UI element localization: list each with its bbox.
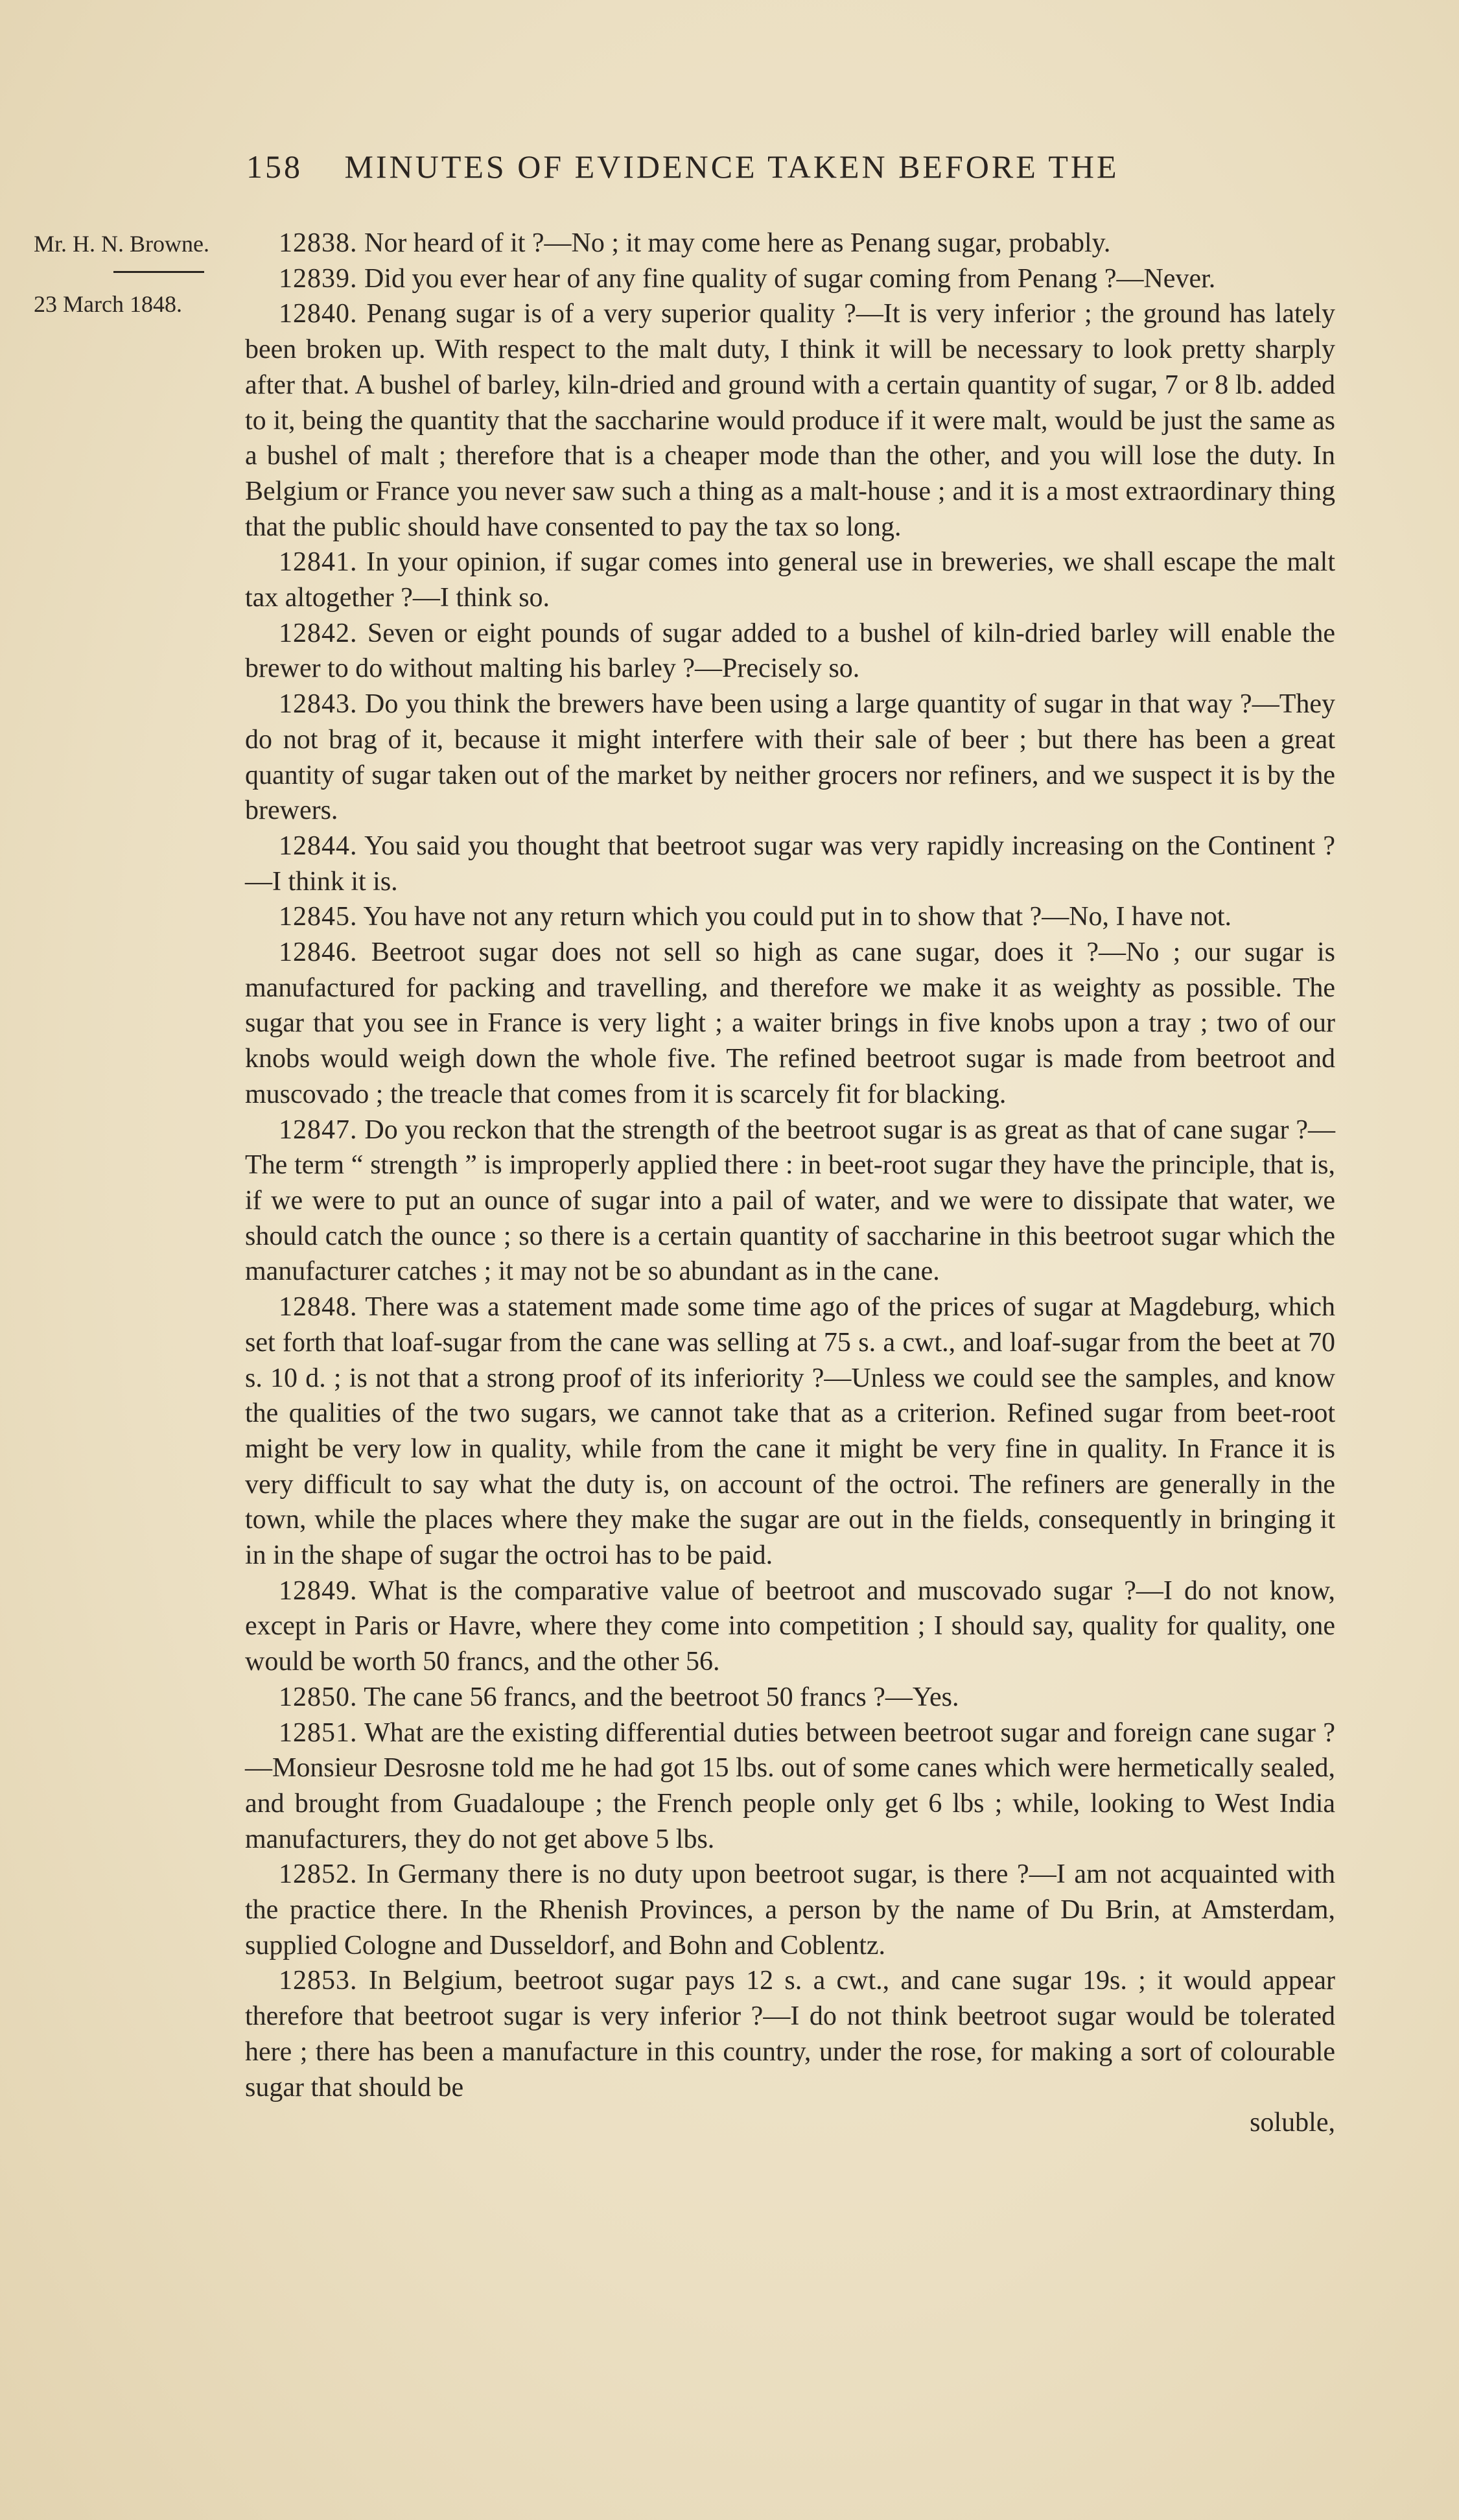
question-number: 12845. <box>279 902 358 932</box>
question-number: 12844. <box>279 830 358 861</box>
paragraph-text: Beetroot sugar does not sell so high as cane sugar, does it ?—No ; our sugar is manufactured for packing and travelling, and therefore we make it as weighty as possible. The sugar that you see in France is very light ; a waiter brings in five knobs upon a tray ; two of our knobs would weigh down the whole five. The refined beetroot sugar is made from beetroot and muscovado ; the treacle that comes from it is scarcely fit for blacking. <box>245 937 1336 1109</box>
question-number: 12841. <box>279 547 358 578</box>
paragraph-text: Nor heard of it ?—No ; it may come here as Penang sugar, probably. <box>364 228 1111 258</box>
question-number: 12843. <box>279 689 358 720</box>
question-number: 12849. <box>279 1575 358 1606</box>
margin-date: 23 March 1848. <box>34 291 182 317</box>
question-number: 12846. <box>279 937 358 968</box>
paragraph-text: You have not any return which you could put in to show that ?—No, I have not. <box>363 902 1231 932</box>
catchword: soluble, <box>1250 2108 1335 2138</box>
evidence-paragraph <box>245 899 1335 935</box>
evidence-paragraph <box>245 935 1335 1113</box>
evidence-paragraph <box>245 1857 1335 1963</box>
question-number: 12852. <box>279 1859 358 1890</box>
paragraph-text: What are the existing differential duties between beetroot sugar and foreign cane sugar ?—Monsieur Desrosne told me he had got 15 lbs. out of some canes which were hermetically sealed, and brought from Guadaloupe ; the French people only get 6 lbs ; while, looking to West India manufacturers, they do not get above 5 lbs. <box>245 1717 1335 1854</box>
question-number: 12842. <box>279 618 358 648</box>
evidence-paragraph <box>245 1289 1335 1573</box>
page-number: 158 <box>246 148 303 185</box>
paragraph-text: In Belgium, beetroot sugar pays 12 s. a cwt., and cane sugar 19s. ; it would appear therefore that beetroot sugar is very inferior ?—I do not think beetroot sugar would be tolerated here ; there has been a manufacture in this country, under the rose, for making a sort of colourable sugar that should be <box>245 1966 1336 2102</box>
question-number: 12839. <box>279 263 358 294</box>
running-title: MINUTES OF EVIDENCE TAKEN BEFORE THE <box>344 148 1119 185</box>
evidence-paragraph <box>245 1113 1335 1290</box>
question-number: 12840. <box>279 299 358 329</box>
evidence-paragraph <box>245 829 1335 899</box>
question-number: 12848. <box>279 1292 358 1323</box>
evidence-paragraph <box>245 1573 1335 1680</box>
question-number: 12851. <box>279 1717 358 1748</box>
evidence-paragraph <box>245 261 1335 297</box>
paragraph-text: Seven or eight pounds of sugar added to a bushel of kiln-dried barley will enable the brewer to do without malting his barley ?—Precisely so. <box>245 618 1336 684</box>
paragraph-text: Do you think the brewers have been using a large quantity of sugar in that way ?—They do not brag of it, because it might interfere with their sale of beer ; but there has been a great quantity of sugar taken out of the market by neither grocers nor refiners, and we suspect it is by the brewers. <box>245 689 1335 826</box>
paragraph-text: Did you ever hear of any fine quality of sugar coming from Penang ?—Never. <box>364 263 1216 294</box>
paragraph-text: Penang sugar is of a very superior quality ?—It is very inferior ; the ground has lately been broken up. With respect to the malt duty, I think it will be necessary to look pretty sharply after that. A bushel of barley, kiln-dried and ground with a certain quantity of sugar, 7 or 8 lb. added to it, being the quantity that the saccharine would produce if it were malt, would be just the same as a bushel of malt ; therefore that is a cheaper mode than the other, and you will lose the duty. In Belgium or France you never saw such a thing as a malt-house ; and it is a most extraordinary thing that the public should have consented to pay the tax so long. <box>245 299 1336 542</box>
paragraph-text: In Germany there is no duty upon beetroot sugar, is there ?—I am not acquainted with the practice there. In the Rhenish Provinces, a person by the name of Du Brin, at Amsterdam, supplied Cologne and Dusseldorf, and Bohn and Coblentz. <box>245 1859 1335 1961</box>
evidence-text <box>245 226 1335 2141</box>
margin-witness-name: Mr. H. N. Browne. <box>34 231 209 257</box>
evidence-paragraph <box>245 1715 1335 1857</box>
evidence-paragraph <box>245 226 1335 261</box>
evidence-paragraph <box>245 1680 1335 1715</box>
margin-divider <box>113 271 204 273</box>
paragraph-text: There was a statement made some time ago of the prices of sugar at Magdeburg, which set forth that loaf-sugar from the cane was selling at 75 s. a cwt., and loaf-sugar from the beet at 70 s. 10 d. ; is not that a strong proof of its inferiority ?—Unless we could see the samples, and know the qualities of the two sugars, we cannot take that as a criterion. Refined sugar from beet-root might be very low in quality, while from the cane it might be very fine in quality. In France it is very difficult to say what the duty is, on account of the octroi. The refiners are generally in the town, while the places where they make the sugar are out in the fields, consequently in bringing it in in the shape of sugar the octroi has to be paid. <box>245 1292 1335 1571</box>
page-header <box>246 148 1348 185</box>
evidence-paragraph <box>245 687 1335 829</box>
question-number: 12847. <box>279 1114 358 1145</box>
paragraph-text: You said you thought that beetroot sugar was very rapidly increasing on the Continent ?—I think it is. <box>245 830 1335 897</box>
paragraph-text: In your opinion, if sugar comes into general use in breweries, we shall escape the malt tax altogether ?—I think so. <box>245 547 1336 613</box>
evidence-paragraph <box>245 296 1335 545</box>
paragraph-text: The cane 56 francs, and the beetroot 50 francs ?—Yes. <box>364 1682 959 1712</box>
evidence-paragraph <box>245 545 1335 615</box>
evidence-paragraph <box>245 616 1335 687</box>
question-number: 12838. <box>279 228 358 258</box>
question-number: 12850. <box>279 1682 358 1712</box>
paragraph-text: What is the comparative value of beetroot and muscovado sugar ?—I do not know, except in Paris or Havre, where they come into competition ; I should say, quality for quality, one would be worth 50 francs, and the other 56. <box>245 1575 1335 1677</box>
paragraph-text: Do you reckon that the strength of the beetroot sugar is as great as that of cane sugar ?—The term “ strength ” is improperly applied there : in beet-root sugar they have the principle, that is, if we were to put an ounce of sugar into a pail of water, and we were to dissipate that water, we should catch the ounce ; so there is a certain quantity of saccharine in this beetroot sugar which the manufacturer catches ; it may not be so abundant as in the cane. <box>245 1114 1336 1287</box>
question-number: 12853. <box>279 1966 358 1996</box>
evidence-paragraph <box>245 1963 1335 2105</box>
